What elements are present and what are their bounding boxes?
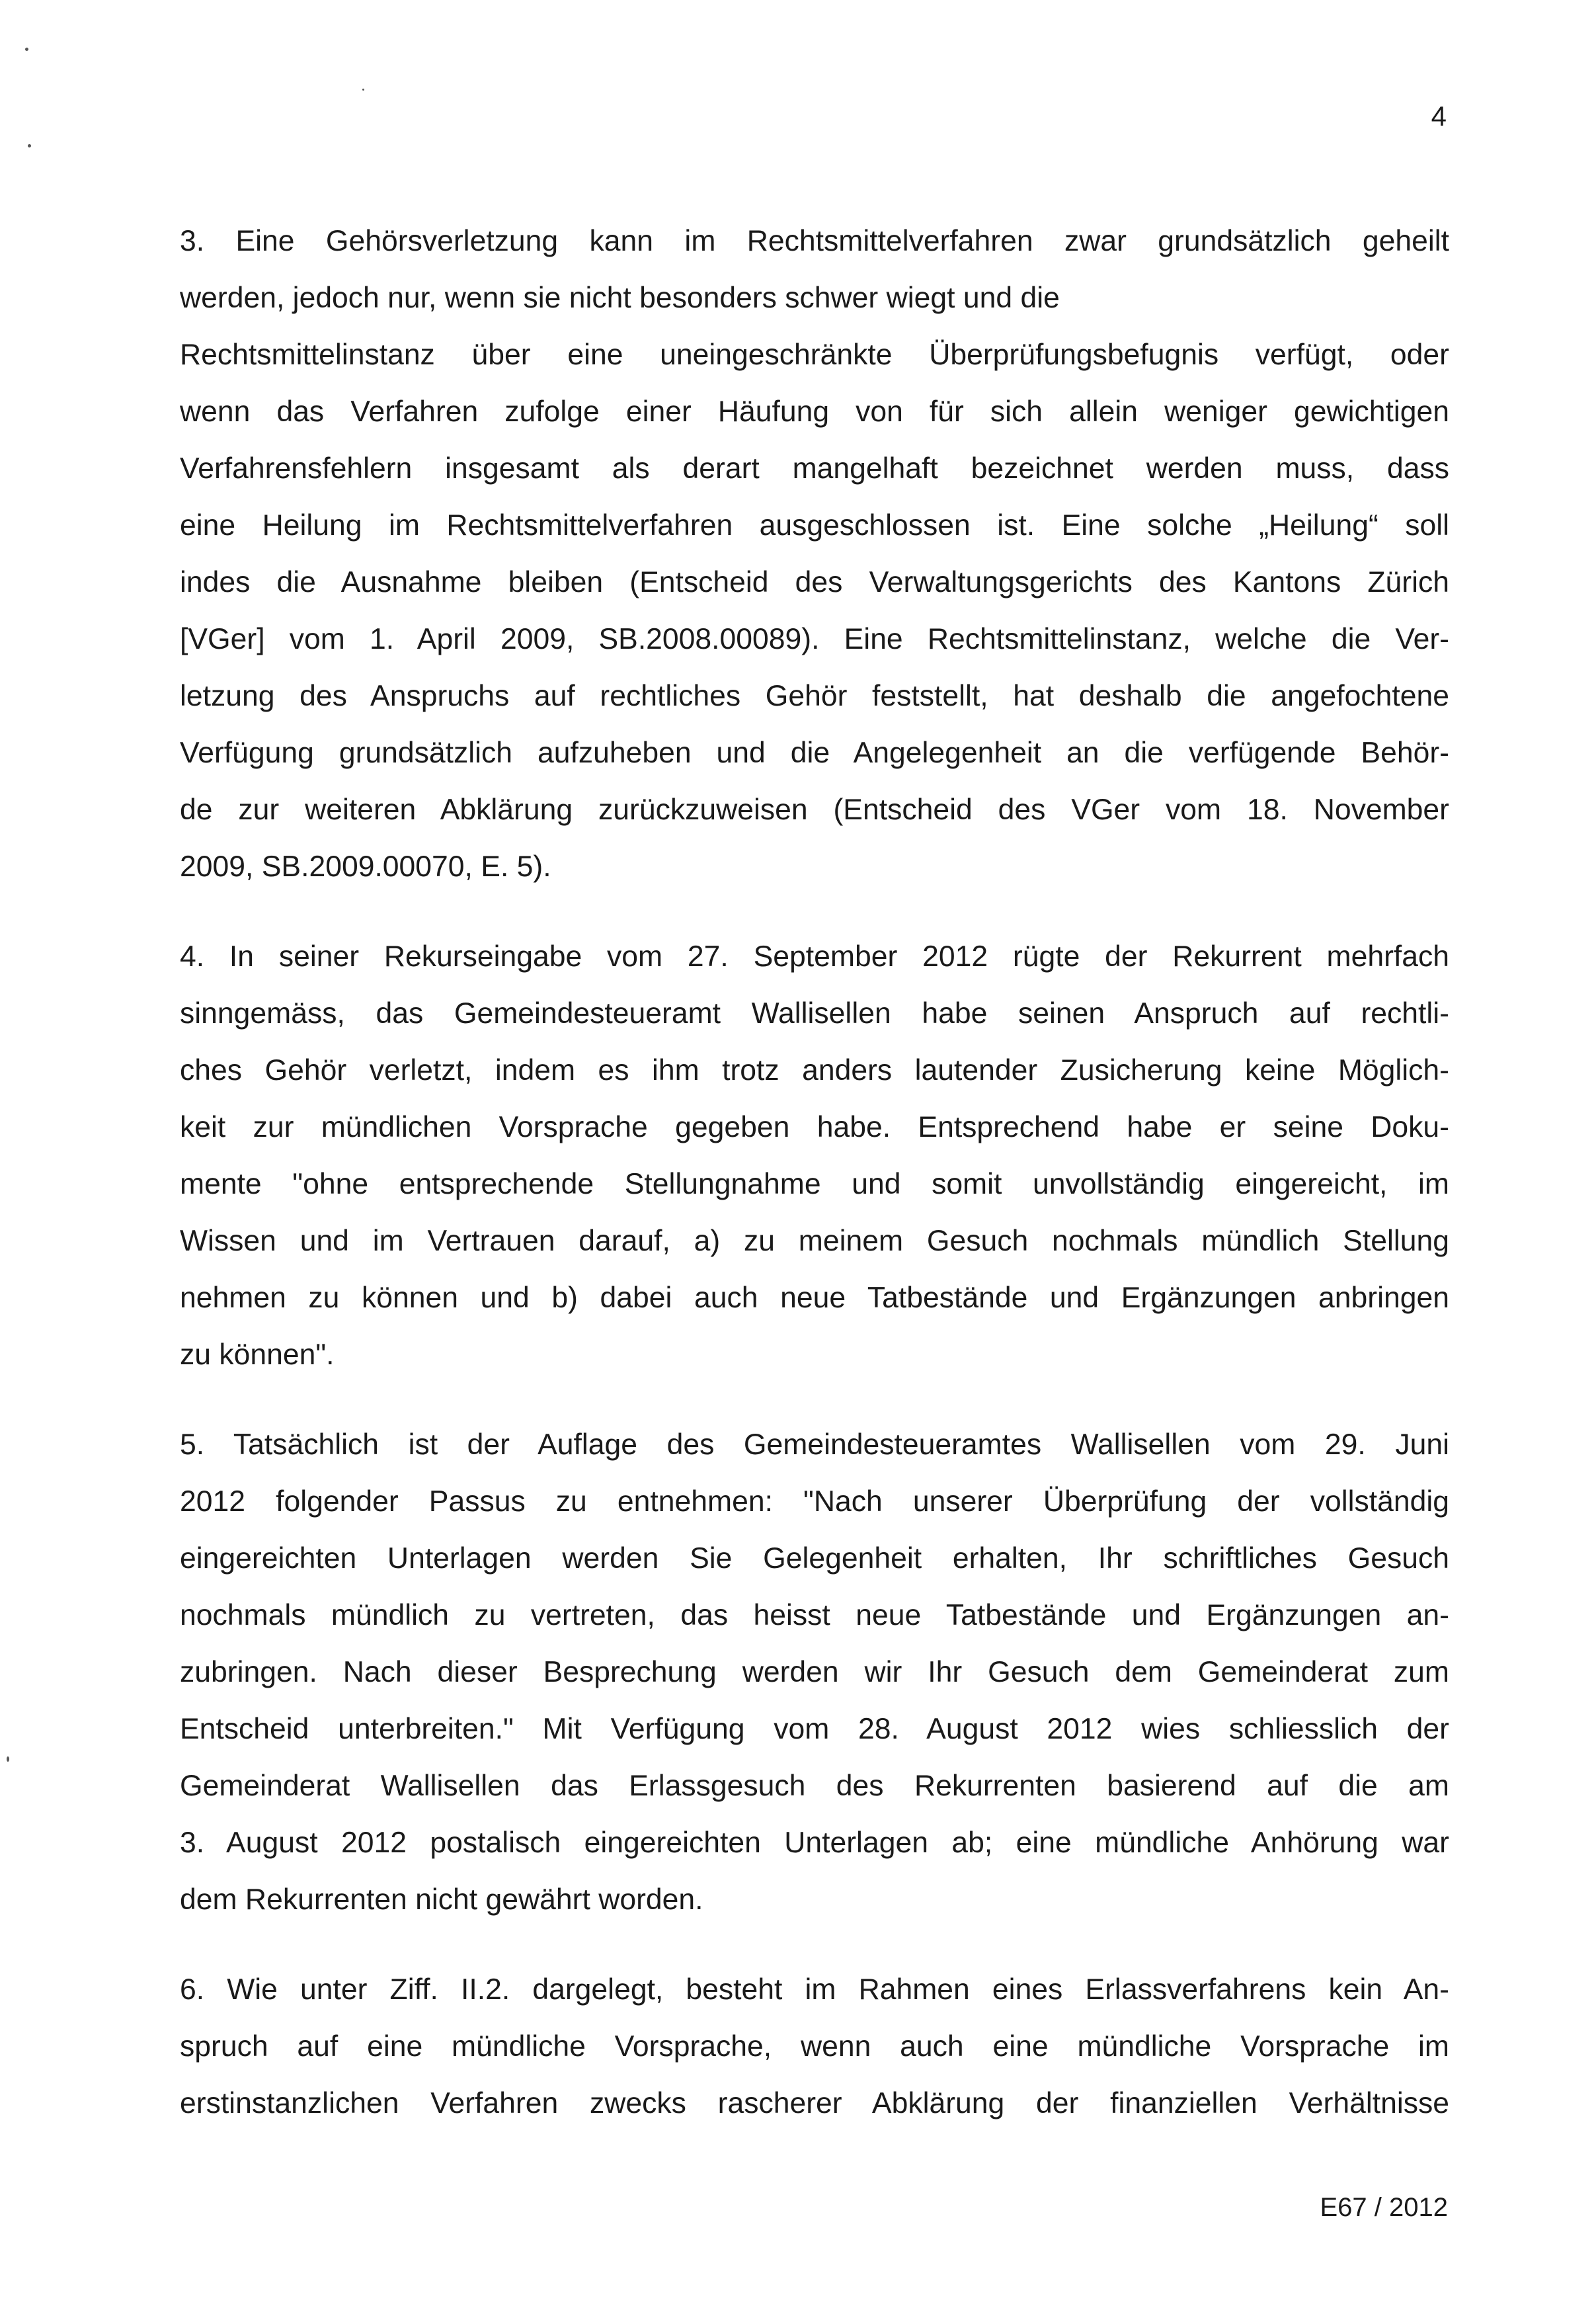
text-line: 2012 folgender Passus zu entnehmen: "Nach unserer Überprüfung der vollständig <box>180 1485 1449 1518</box>
text-line: nochmals mündlich zu vertreten, das heisst neue Tatbestände und Ergänzungen an- <box>180 1599 1449 1631</box>
text-line: eine Heilung im Rechtsmittelverfahren ausgeschlossen ist. Eine solche „Heilung“ soll <box>180 509 1449 542</box>
text-line: Rechtsmittelinstanz über eine uneingeschränkte Überprüfungsbefugnis verfügt, oder <box>180 339 1449 371</box>
text-line: Verfahrensfehlern insgesamt als derart mangelhaft bezeichnet werden muss, dass <box>180 452 1449 485</box>
text-line: Gemeinderat Wallisellen das Erlassgesuch des Rekurrenten basierend auf die am <box>180 1770 1449 1802</box>
text-line: 3. Eine Gehörsverletzung kann im Rechtsmittelverfahren zwar grundsätzlich geheilt <box>180 225 1449 257</box>
scan-speck <box>28 144 31 147</box>
text-line: 6. Wie unter Ziff. II.2. dargelegt, besteht im Rahmen eines Erlassverfahrens kein An- <box>180 1973 1449 2006</box>
scan-speck <box>25 48 28 51</box>
text-line: sinngemäss, das Gemeindesteueramt Wallisellen habe seinen Anspruch auf rechtli- <box>180 997 1449 1030</box>
paragraph-3 <box>180 213 1449 895</box>
document-reference: E67 / 2012 <box>1320 2193 1448 2222</box>
text-line: mente "ohne entsprechende Stellungnahme und somit unvollständig eingereicht, im <box>180 1168 1449 1200</box>
text-line: eingereichten Unterlagen werden Sie Gelegenheit erhalten, Ihr schriftliches Gesuch <box>180 1542 1449 1575</box>
text-line: wenn das Verfahren zufolge einer Häufung von für sich allein weniger gewichtigen <box>180 395 1449 428</box>
text-line: 4. In seiner Rekurseingabe vom 27. September 2012 rügte der Rekurrent mehrfach <box>180 940 1449 973</box>
text-line: keit zur mündlichen Vorsprache gegeben habe. Entsprechend habe er seine Doku- <box>180 1111 1449 1143</box>
text-line: letzung des Anspruchs auf rechtliches Gehör feststellt, hat deshalb die angefochtene <box>180 680 1449 712</box>
text-line: werden, jedoch nur, wenn sie nicht besonders schwer wiegt und die <box>180 282 1060 314</box>
text-line: nehmen zu können und b) dabei auch neue Tatbestände und Ergänzungen anbringen <box>180 1282 1449 1314</box>
text-line: zubringen. Nach dieser Besprechung werden wir Ihr Gesuch dem Gemeinderat zum <box>180 1656 1449 1688</box>
text-line: indes die Ausnahme bleiben (Entscheid des Verwaltungsgerichts des Kantons Zürich <box>180 566 1449 598</box>
text-line: 2009, SB.2009.00070, E. 5). <box>180 850 551 883</box>
text-line: erstinstanzlichen Verfahren zwecks rascherer Abklärung der finanziellen Verhältnisse <box>180 2087 1449 2119</box>
text-line: Verfügung grundsätzlich aufzuheben und die Angelegenheit an die verfügende Behör- <box>180 737 1449 769</box>
text-line: 3. August 2012 postalisch eingereichten Unterlagen ab; eine mündliche Anhörung war <box>180 1827 1449 1859</box>
text-line: Wissen und im Vertrauen darauf, a) zu meinem Gesuch nochmals mündlich Stellung <box>180 1225 1449 1257</box>
paragraph-6 <box>180 1961 1449 2132</box>
text-line: Entscheid unterbreiten." Mit Verfügung vom 28. August 2012 wies schliesslich der <box>180 1713 1449 1745</box>
text-line: zu können". <box>180 1338 335 1371</box>
text-line: ches Gehör verletzt, indem es ihm trotz anders lautender Zusicherung keine Möglich- <box>180 1054 1449 1087</box>
text-line: 5. Tatsächlich ist der Auflage des Gemeindesteueramtes Wallisellen vom 29. Juni <box>180 1428 1449 1461</box>
paragraph-5 <box>180 1417 1449 1928</box>
paragraph-4 <box>180 928 1449 1383</box>
scan-speck <box>7 1756 9 1762</box>
body-text <box>180 213 1449 2165</box>
page-number: 4 <box>1431 101 1447 132</box>
text-line: [VGer] vom 1. April 2009, SB.2008.00089). Eine Rechtsmittelinstanz, welche die Ver- <box>180 623 1449 655</box>
scan-speck <box>362 89 364 91</box>
text-line: dem Rekurrenten nicht gewährt worden. <box>180 1883 703 1916</box>
text-line: spruch auf eine mündliche Vorsprache, wenn auch eine mündliche Vorsprache im <box>180 2030 1449 2063</box>
text-line: de zur weiteren Abklärung zurückzuweisen (Entscheid des VGer vom 18. November <box>180 794 1449 826</box>
